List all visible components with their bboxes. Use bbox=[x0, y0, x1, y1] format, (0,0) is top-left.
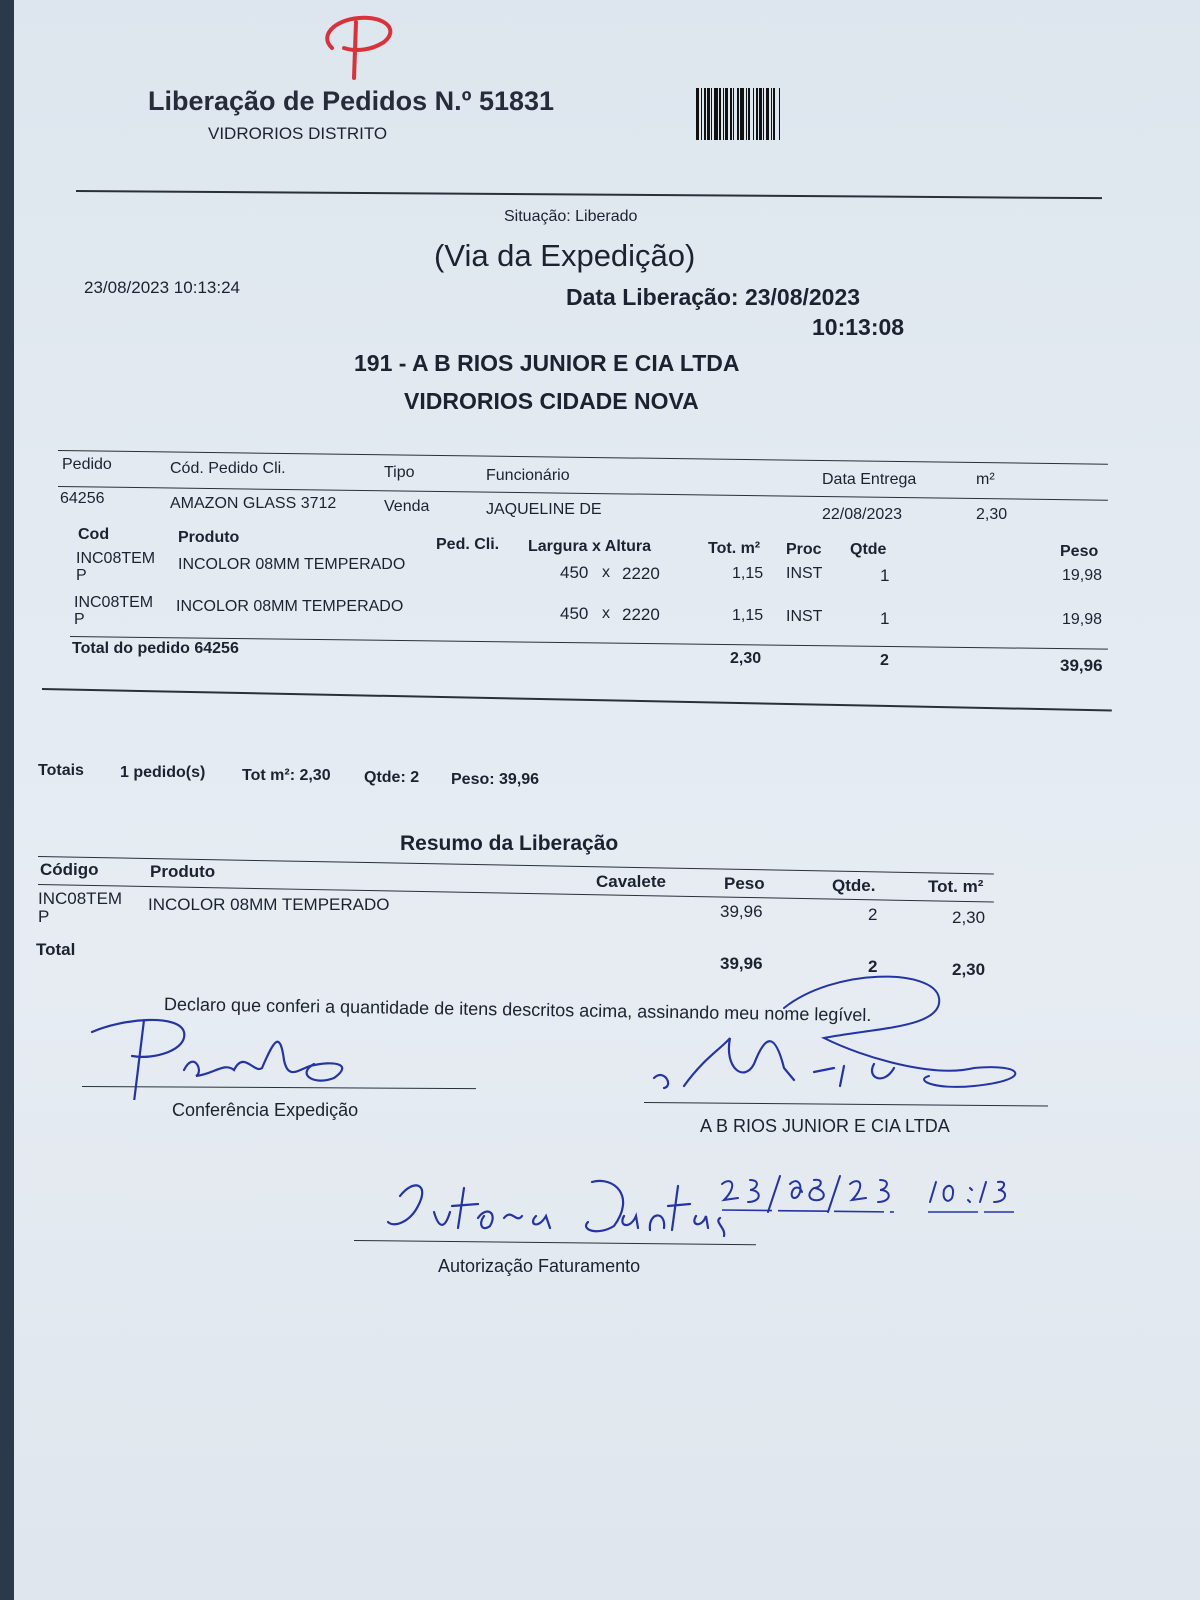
summary-header-tot-m2: Tot. m² bbox=[928, 877, 984, 896]
client-name: 191 - A B RIOS JUNIOR E CIA LTDA bbox=[354, 350, 740, 376]
summary-header-codigo: Código bbox=[40, 860, 99, 879]
summary-total-qtde: 2 bbox=[868, 957, 878, 976]
item-2-qtde: 1 bbox=[880, 609, 890, 628]
summary-total-peso: 39,96 bbox=[720, 954, 763, 973]
order-cod-pedido-cli: AMAZON GLASS 3712 bbox=[170, 495, 337, 512]
item-2-cod: INC08TEM P bbox=[74, 594, 154, 628]
order-funcionario: JAQUELINE DE bbox=[486, 501, 602, 518]
item-header-qtde: Qtde bbox=[850, 541, 887, 558]
document-page bbox=[14, 0, 1200, 1600]
item-2-proc: INST bbox=[786, 608, 823, 625]
summary-total-label: Total bbox=[36, 940, 76, 959]
signature-cliente bbox=[634, 968, 1054, 1108]
summary-row-produto: INCOLOR 08MM TEMPERADO bbox=[148, 895, 390, 914]
order-table-bottom-line bbox=[42, 688, 1112, 711]
item-1-x: x bbox=[602, 564, 610, 581]
barcode-bar bbox=[779, 88, 780, 140]
item-header-tot-m2: Tot. m² bbox=[708, 540, 761, 557]
order-total-label: Total do pedido 64256 bbox=[72, 640, 239, 657]
issuer-company: VIDRORIOS DISTRITO bbox=[208, 124, 388, 143]
item-1-cod: INC08TEM P bbox=[76, 550, 156, 584]
client-branch: VIDRORIOS CIDADE NOVA bbox=[404, 388, 699, 414]
item-header-peso: Peso bbox=[1060, 543, 1099, 560]
signature-label-autorizacao: Autorização Faturamento bbox=[438, 1256, 641, 1276]
col-header-tipo: Tipo bbox=[384, 464, 415, 481]
summary-row-tot-m2: 2,30 bbox=[952, 908, 986, 927]
barcode bbox=[696, 88, 876, 140]
col-header-data-entrega: Data Entrega bbox=[822, 471, 917, 488]
totals-qtde: Qtde: 2 bbox=[364, 769, 420, 786]
summary-header-qtde: Qtde. bbox=[832, 876, 876, 895]
totals-peso: Peso: 39,96 bbox=[451, 771, 540, 788]
summary-header-produto: Produto bbox=[150, 862, 216, 881]
item-header-cod: Cod bbox=[78, 526, 110, 543]
via-label: (Via da Expedição) bbox=[434, 238, 696, 273]
item-header-produto: Produto bbox=[178, 529, 240, 546]
item-1-tot-m2: 1,15 bbox=[732, 565, 764, 582]
summary-row-cod: INC08TEM P bbox=[38, 889, 123, 926]
item-header-proc: Proc bbox=[786, 541, 822, 558]
item-header-ped-cli: Ped. Cli. bbox=[436, 536, 500, 553]
summary-header-cavalete: Cavalete bbox=[596, 872, 666, 891]
item-2-x: x bbox=[602, 605, 610, 622]
item-1-qtde: 1 bbox=[880, 566, 890, 585]
header-divider bbox=[76, 190, 1102, 199]
item-2-produto: INCOLOR 08MM TEMPERADO bbox=[176, 598, 404, 615]
declaration-text: Declaro que conferi a quantidade de itens descritos acima, assinando meu nome legível. bbox=[163, 994, 872, 1026]
print-datetime: 23/08/2023 10:13:24 bbox=[84, 278, 240, 297]
item-1-largura: 450 bbox=[560, 563, 589, 582]
summary-header-peso: Peso bbox=[724, 874, 765, 893]
col-header-cod-pedido-cli: Cód. Pedido Cli. bbox=[170, 460, 286, 477]
signature-label-conferencia: Conferência Expedição bbox=[172, 1100, 359, 1120]
col-header-funcionario: Funcionário bbox=[486, 467, 570, 484]
order-total-m2: 2,30 bbox=[730, 650, 762, 667]
order-tipo: Venda bbox=[384, 498, 430, 515]
totals-tot-m2: Tot m²: 2,30 bbox=[242, 767, 331, 784]
item-1-peso: 19,98 bbox=[1062, 567, 1103, 584]
document-title: Liberação de Pedidos N.º 51831 bbox=[148, 86, 555, 116]
totals-label: Totais bbox=[38, 762, 84, 779]
order-data-entrega: 22/08/2023 bbox=[822, 506, 903, 523]
order-total-qtde: 2 bbox=[880, 652, 889, 669]
item-1-produto: INCOLOR 08MM TEMPERADO bbox=[178, 556, 406, 573]
item-2-largura: 450 bbox=[560, 604, 589, 623]
summary-total-tot-m2: 2,30 bbox=[952, 960, 986, 979]
col-header-pedido: Pedido bbox=[62, 456, 112, 473]
summary-row-qtde: 2 bbox=[868, 905, 878, 924]
order-m2: 2,30 bbox=[976, 506, 1008, 523]
col-header-m2: m² bbox=[976, 471, 995, 488]
order-pedido: 64256 bbox=[60, 490, 105, 507]
order-total-peso: 39,96 bbox=[1060, 656, 1103, 675]
status-label: Situação: Liberado bbox=[504, 208, 638, 225]
totals-pedidos: 1 pedido(s) bbox=[120, 764, 206, 781]
summary-title: Resumo da Liberação bbox=[400, 832, 619, 855]
release-date: Data Liberação: 23/08/2023 bbox=[566, 284, 861, 310]
release-time: 10:13:08 bbox=[812, 314, 905, 340]
item-2-peso: 19,98 bbox=[1062, 611, 1103, 628]
summary-row-peso: 39,96 bbox=[720, 902, 763, 921]
signature-paulo bbox=[84, 1010, 384, 1100]
item-2-altura: 2220 bbox=[622, 605, 660, 624]
item-1-altura: 2220 bbox=[622, 564, 660, 583]
signature-label-cliente: A B RIOS JUNIOR E CIA LTDA bbox=[700, 1116, 950, 1136]
item-1-proc: INST bbox=[786, 565, 823, 582]
item-header-largura-altura: Largura x Altura bbox=[528, 538, 651, 555]
item-2-tot-m2: 1,15 bbox=[732, 607, 764, 624]
